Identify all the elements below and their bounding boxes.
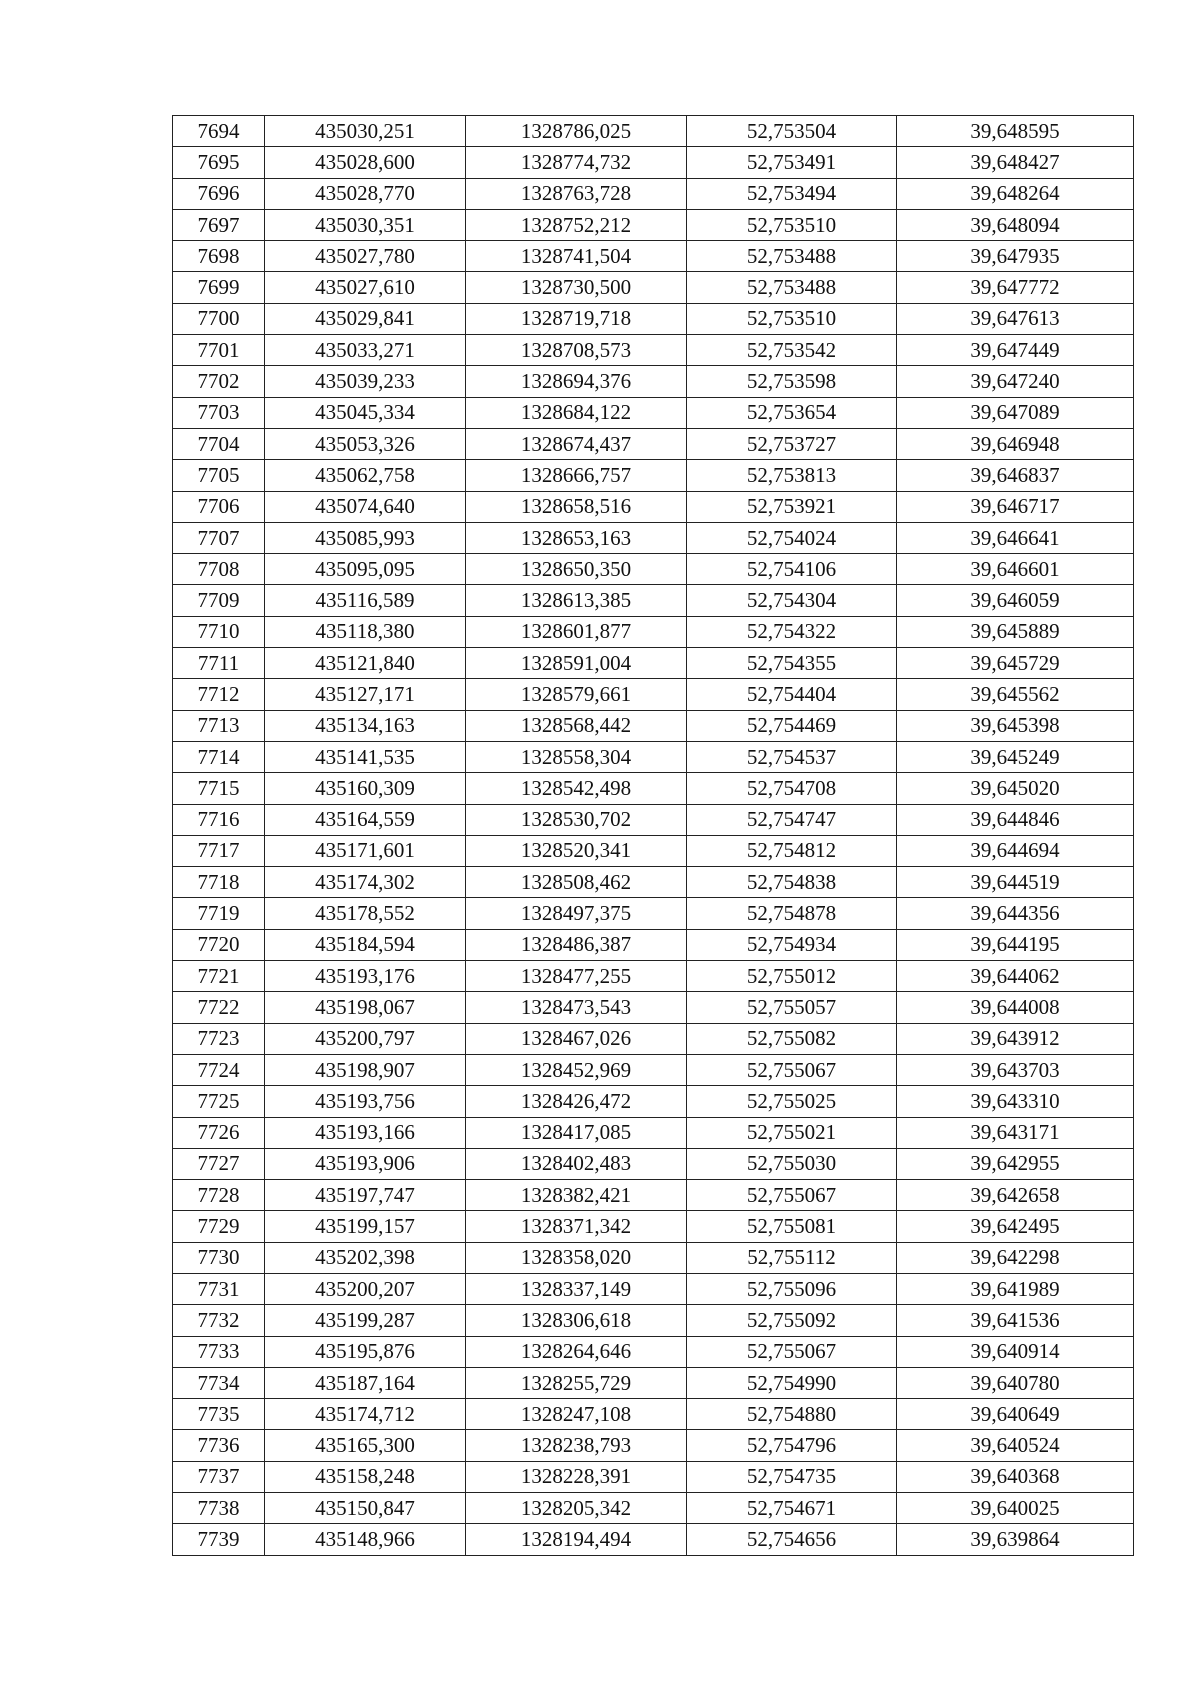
table-row — [173, 741, 1134, 772]
x-coordinate-cell: 435028,770 — [265, 178, 466, 209]
y-coordinate-cell: 1328719,718 — [466, 303, 687, 334]
longitude-cell: 39,647449 — [897, 335, 1134, 366]
y-coordinate-cell: 1328579,661 — [466, 679, 687, 710]
point-number-cell: 7696 — [173, 178, 265, 209]
table-row — [173, 929, 1134, 960]
point-number-cell: 7737 — [173, 1461, 265, 1492]
y-coordinate-cell: 1328477,255 — [466, 961, 687, 992]
y-coordinate-cell: 1328255,729 — [466, 1367, 687, 1398]
point-number-cell: 7726 — [173, 1117, 265, 1148]
y-coordinate-cell: 1328613,385 — [466, 585, 687, 616]
latitude-cell: 52,753598 — [687, 366, 897, 397]
latitude-cell: 52,754838 — [687, 867, 897, 898]
table-row — [173, 992, 1134, 1023]
longitude-cell: 39,640649 — [897, 1399, 1134, 1430]
point-number-cell: 7701 — [173, 335, 265, 366]
table-row — [173, 1242, 1134, 1273]
longitude-cell: 39,646717 — [897, 491, 1134, 522]
table-row — [173, 1023, 1134, 1054]
x-coordinate-cell: 435127,171 — [265, 679, 466, 710]
point-number-cell: 7733 — [173, 1336, 265, 1367]
y-coordinate-cell: 1328708,573 — [466, 335, 687, 366]
point-number-cell: 7695 — [173, 147, 265, 178]
point-number-cell: 7706 — [173, 491, 265, 522]
x-coordinate-cell: 435184,594 — [265, 929, 466, 960]
y-coordinate-cell: 1328752,212 — [466, 209, 687, 240]
longitude-cell: 39,639864 — [897, 1524, 1134, 1555]
point-number-cell: 7732 — [173, 1305, 265, 1336]
point-number-cell: 7720 — [173, 929, 265, 960]
y-coordinate-cell: 1328508,462 — [466, 867, 687, 898]
point-number-cell: 7718 — [173, 867, 265, 898]
y-coordinate-cell: 1328786,025 — [466, 116, 687, 147]
point-number-cell: 7712 — [173, 679, 265, 710]
table-row — [173, 554, 1134, 585]
longitude-cell: 39,647772 — [897, 272, 1134, 303]
point-number-cell: 7722 — [173, 992, 265, 1023]
x-coordinate-cell: 435148,966 — [265, 1524, 466, 1555]
longitude-cell: 39,642658 — [897, 1180, 1134, 1211]
point-number-cell: 7698 — [173, 241, 265, 272]
x-coordinate-cell: 435202,398 — [265, 1242, 466, 1273]
y-coordinate-cell: 1328426,472 — [466, 1086, 687, 1117]
latitude-cell: 52,755030 — [687, 1148, 897, 1179]
point-number-cell: 7717 — [173, 835, 265, 866]
longitude-cell: 39,646837 — [897, 460, 1134, 491]
longitude-cell: 39,646948 — [897, 428, 1134, 459]
x-coordinate-cell: 435039,233 — [265, 366, 466, 397]
table-row — [173, 1336, 1134, 1367]
longitude-cell: 39,644694 — [897, 835, 1134, 866]
table-row — [173, 585, 1134, 616]
longitude-cell: 39,644846 — [897, 804, 1134, 835]
longitude-cell: 39,640780 — [897, 1367, 1134, 1398]
longitude-cell: 39,648427 — [897, 147, 1134, 178]
y-coordinate-cell: 1328658,516 — [466, 491, 687, 522]
x-coordinate-cell: 435193,756 — [265, 1086, 466, 1117]
longitude-cell: 39,641536 — [897, 1305, 1134, 1336]
x-coordinate-cell: 435164,559 — [265, 804, 466, 835]
longitude-cell: 39,646059 — [897, 585, 1134, 616]
point-number-cell: 7719 — [173, 898, 265, 929]
point-number-cell: 7713 — [173, 710, 265, 741]
table-row — [173, 867, 1134, 898]
latitude-cell: 52,755112 — [687, 1242, 897, 1273]
longitude-cell: 39,640914 — [897, 1336, 1134, 1367]
latitude-cell: 52,753921 — [687, 491, 897, 522]
latitude-cell: 52,755012 — [687, 961, 897, 992]
table-row — [173, 1493, 1134, 1524]
table-row — [173, 1461, 1134, 1492]
x-coordinate-cell: 435150,847 — [265, 1493, 466, 1524]
x-coordinate-cell: 435028,600 — [265, 147, 466, 178]
longitude-cell: 39,647089 — [897, 397, 1134, 428]
y-coordinate-cell: 1328520,341 — [466, 835, 687, 866]
point-number-cell: 7707 — [173, 522, 265, 553]
point-number-cell: 7704 — [173, 428, 265, 459]
coordinate-table — [172, 115, 1134, 1556]
x-coordinate-cell: 435195,876 — [265, 1336, 466, 1367]
latitude-cell: 52,754878 — [687, 898, 897, 929]
table-row — [173, 147, 1134, 178]
point-number-cell: 7735 — [173, 1399, 265, 1430]
point-number-cell: 7708 — [173, 554, 265, 585]
point-number-cell: 7731 — [173, 1273, 265, 1304]
longitude-cell: 39,644519 — [897, 867, 1134, 898]
longitude-cell: 39,644195 — [897, 929, 1134, 960]
y-coordinate-cell: 1328650,350 — [466, 554, 687, 585]
y-coordinate-cell: 1328542,498 — [466, 773, 687, 804]
longitude-cell: 39,645398 — [897, 710, 1134, 741]
table-row — [173, 491, 1134, 522]
table-row — [173, 898, 1134, 929]
longitude-cell: 39,644356 — [897, 898, 1134, 929]
y-coordinate-cell: 1328674,437 — [466, 428, 687, 459]
y-coordinate-cell: 1328194,494 — [466, 1524, 687, 1555]
longitude-cell: 39,640524 — [897, 1430, 1134, 1461]
table-row — [173, 241, 1134, 272]
x-coordinate-cell: 435030,351 — [265, 209, 466, 240]
x-coordinate-cell: 435045,334 — [265, 397, 466, 428]
y-coordinate-cell: 1328666,757 — [466, 460, 687, 491]
y-coordinate-cell: 1328774,732 — [466, 147, 687, 178]
longitude-cell: 39,643912 — [897, 1023, 1134, 1054]
x-coordinate-cell: 435198,907 — [265, 1054, 466, 1085]
table-row — [173, 116, 1134, 147]
latitude-cell: 52,754934 — [687, 929, 897, 960]
longitude-cell: 39,645729 — [897, 648, 1134, 679]
latitude-cell: 52,753504 — [687, 116, 897, 147]
latitude-cell: 52,754024 — [687, 522, 897, 553]
y-coordinate-cell: 1328467,026 — [466, 1023, 687, 1054]
point-number-cell: 7714 — [173, 741, 265, 772]
x-coordinate-cell: 435171,601 — [265, 835, 466, 866]
x-coordinate-cell: 435193,906 — [265, 1148, 466, 1179]
longitude-cell: 39,648595 — [897, 116, 1134, 147]
longitude-cell: 39,643703 — [897, 1054, 1134, 1085]
table-row — [173, 209, 1134, 240]
longitude-cell: 39,643310 — [897, 1086, 1134, 1117]
x-coordinate-cell: 435199,157 — [265, 1211, 466, 1242]
longitude-cell: 39,645020 — [897, 773, 1134, 804]
table-row — [173, 835, 1134, 866]
latitude-cell: 52,753510 — [687, 209, 897, 240]
y-coordinate-cell: 1328306,618 — [466, 1305, 687, 1336]
table-row — [173, 1305, 1134, 1336]
y-coordinate-cell: 1328205,342 — [466, 1493, 687, 1524]
x-coordinate-cell: 435095,095 — [265, 554, 466, 585]
table-row — [173, 428, 1134, 459]
longitude-cell: 39,640025 — [897, 1493, 1134, 1524]
table-row — [173, 1367, 1134, 1398]
table-row — [173, 961, 1134, 992]
point-number-cell: 7709 — [173, 585, 265, 616]
point-number-cell: 7711 — [173, 648, 265, 679]
latitude-cell: 52,753488 — [687, 241, 897, 272]
point-number-cell: 7716 — [173, 804, 265, 835]
longitude-cell: 39,647613 — [897, 303, 1134, 334]
table-row — [173, 773, 1134, 804]
latitude-cell: 52,753727 — [687, 428, 897, 459]
table-row — [173, 710, 1134, 741]
longitude-cell: 39,642955 — [897, 1148, 1134, 1179]
table-row — [173, 1086, 1134, 1117]
x-coordinate-cell: 435033,271 — [265, 335, 466, 366]
y-coordinate-cell: 1328763,728 — [466, 178, 687, 209]
latitude-cell: 52,754990 — [687, 1367, 897, 1398]
latitude-cell: 52,754355 — [687, 648, 897, 679]
longitude-cell: 39,646641 — [897, 522, 1134, 553]
y-coordinate-cell: 1328568,442 — [466, 710, 687, 741]
longitude-cell: 39,648094 — [897, 209, 1134, 240]
latitude-cell: 52,755081 — [687, 1211, 897, 1242]
latitude-cell: 52,753654 — [687, 397, 897, 428]
latitude-cell: 52,755025 — [687, 1086, 897, 1117]
latitude-cell: 52,754656 — [687, 1524, 897, 1555]
y-coordinate-cell: 1328591,004 — [466, 648, 687, 679]
point-number-cell: 7699 — [173, 272, 265, 303]
longitude-cell: 39,645562 — [897, 679, 1134, 710]
x-coordinate-cell: 435174,712 — [265, 1399, 466, 1430]
point-number-cell: 7724 — [173, 1054, 265, 1085]
y-coordinate-cell: 1328730,500 — [466, 272, 687, 303]
latitude-cell: 52,755067 — [687, 1180, 897, 1211]
x-coordinate-cell: 435141,535 — [265, 741, 466, 772]
table-row — [173, 397, 1134, 428]
point-number-cell: 7703 — [173, 397, 265, 428]
table-row — [173, 272, 1134, 303]
latitude-cell: 52,754880 — [687, 1399, 897, 1430]
longitude-cell: 39,643171 — [897, 1117, 1134, 1148]
point-number-cell: 7715 — [173, 773, 265, 804]
y-coordinate-cell: 1328382,421 — [466, 1180, 687, 1211]
x-coordinate-cell: 435074,640 — [265, 491, 466, 522]
y-coordinate-cell: 1328497,375 — [466, 898, 687, 929]
coordinate-table-body — [173, 116, 1134, 1556]
latitude-cell: 52,755067 — [687, 1054, 897, 1085]
latitude-cell: 52,754812 — [687, 835, 897, 866]
table-row — [173, 1524, 1134, 1555]
x-coordinate-cell: 435197,747 — [265, 1180, 466, 1211]
longitude-cell: 39,648264 — [897, 178, 1134, 209]
latitude-cell: 52,754304 — [687, 585, 897, 616]
point-number-cell: 7727 — [173, 1148, 265, 1179]
latitude-cell: 52,753813 — [687, 460, 897, 491]
y-coordinate-cell: 1328684,122 — [466, 397, 687, 428]
y-coordinate-cell: 1328694,376 — [466, 366, 687, 397]
latitude-cell: 52,753494 — [687, 178, 897, 209]
x-coordinate-cell: 435193,176 — [265, 961, 466, 992]
x-coordinate-cell: 435053,326 — [265, 428, 466, 459]
latitude-cell: 52,754106 — [687, 554, 897, 585]
x-coordinate-cell: 435165,300 — [265, 1430, 466, 1461]
table-row — [173, 1430, 1134, 1461]
table-row — [173, 522, 1134, 553]
x-coordinate-cell: 435160,309 — [265, 773, 466, 804]
latitude-cell: 52,753488 — [687, 272, 897, 303]
longitude-cell: 39,645249 — [897, 741, 1134, 772]
latitude-cell: 52,755082 — [687, 1023, 897, 1054]
y-coordinate-cell: 1328238,793 — [466, 1430, 687, 1461]
x-coordinate-cell: 435029,841 — [265, 303, 466, 334]
x-coordinate-cell: 435193,166 — [265, 1117, 466, 1148]
longitude-cell: 39,641989 — [897, 1273, 1134, 1304]
table-row — [173, 616, 1134, 647]
y-coordinate-cell: 1328417,085 — [466, 1117, 687, 1148]
table-row — [173, 460, 1134, 491]
table-row — [173, 648, 1134, 679]
x-coordinate-cell: 435187,164 — [265, 1367, 466, 1398]
x-coordinate-cell: 435085,993 — [265, 522, 466, 553]
point-number-cell: 7702 — [173, 366, 265, 397]
latitude-cell: 52,754404 — [687, 679, 897, 710]
x-coordinate-cell: 435027,780 — [265, 241, 466, 272]
table-row — [173, 1148, 1134, 1179]
latitude-cell: 52,754735 — [687, 1461, 897, 1492]
table-row — [173, 1180, 1134, 1211]
latitude-cell: 52,753542 — [687, 335, 897, 366]
point-number-cell: 7738 — [173, 1493, 265, 1524]
table-row — [173, 1117, 1134, 1148]
table-row — [173, 366, 1134, 397]
x-coordinate-cell: 435200,207 — [265, 1273, 466, 1304]
latitude-cell: 52,754537 — [687, 741, 897, 772]
longitude-cell: 39,645889 — [897, 616, 1134, 647]
latitude-cell: 52,755057 — [687, 992, 897, 1023]
point-number-cell: 7721 — [173, 961, 265, 992]
point-number-cell: 7700 — [173, 303, 265, 334]
longitude-cell: 39,647935 — [897, 241, 1134, 272]
point-number-cell: 7739 — [173, 1524, 265, 1555]
x-coordinate-cell: 435027,610 — [265, 272, 466, 303]
table-row — [173, 1211, 1134, 1242]
latitude-cell: 52,755021 — [687, 1117, 897, 1148]
x-coordinate-cell: 435199,287 — [265, 1305, 466, 1336]
point-number-cell: 7728 — [173, 1180, 265, 1211]
point-number-cell: 7710 — [173, 616, 265, 647]
x-coordinate-cell: 435134,163 — [265, 710, 466, 741]
table-row — [173, 1054, 1134, 1085]
table-row — [173, 335, 1134, 366]
point-number-cell: 7729 — [173, 1211, 265, 1242]
y-coordinate-cell: 1328530,702 — [466, 804, 687, 835]
y-coordinate-cell: 1328402,483 — [466, 1148, 687, 1179]
table-row — [173, 1399, 1134, 1430]
latitude-cell: 52,754322 — [687, 616, 897, 647]
longitude-cell: 39,646601 — [897, 554, 1134, 585]
x-coordinate-cell: 435116,589 — [265, 585, 466, 616]
latitude-cell: 52,753491 — [687, 147, 897, 178]
longitude-cell: 39,642495 — [897, 1211, 1134, 1242]
y-coordinate-cell: 1328601,877 — [466, 616, 687, 647]
latitude-cell: 52,754671 — [687, 1493, 897, 1524]
point-number-cell: 7725 — [173, 1086, 265, 1117]
x-coordinate-cell: 435200,797 — [265, 1023, 466, 1054]
y-coordinate-cell: 1328228,391 — [466, 1461, 687, 1492]
table-row — [173, 303, 1134, 334]
table-row — [173, 178, 1134, 209]
table-row — [173, 679, 1134, 710]
y-coordinate-cell: 1328247,108 — [466, 1399, 687, 1430]
latitude-cell: 52,755092 — [687, 1305, 897, 1336]
longitude-cell: 39,644062 — [897, 961, 1134, 992]
x-coordinate-cell: 435178,552 — [265, 898, 466, 929]
point-number-cell: 7723 — [173, 1023, 265, 1054]
table-row — [173, 804, 1134, 835]
y-coordinate-cell: 1328741,504 — [466, 241, 687, 272]
point-number-cell: 7730 — [173, 1242, 265, 1273]
y-coordinate-cell: 1328337,149 — [466, 1273, 687, 1304]
latitude-cell: 52,755067 — [687, 1336, 897, 1367]
x-coordinate-cell: 435174,302 — [265, 867, 466, 898]
y-coordinate-cell: 1328452,969 — [466, 1054, 687, 1085]
y-coordinate-cell: 1328558,304 — [466, 741, 687, 772]
point-number-cell: 7736 — [173, 1430, 265, 1461]
x-coordinate-cell: 435118,380 — [265, 616, 466, 647]
longitude-cell: 39,642298 — [897, 1242, 1134, 1273]
y-coordinate-cell: 1328653,163 — [466, 522, 687, 553]
table-row — [173, 1273, 1134, 1304]
x-coordinate-cell: 435121,840 — [265, 648, 466, 679]
x-coordinate-cell: 435158,248 — [265, 1461, 466, 1492]
latitude-cell: 52,754708 — [687, 773, 897, 804]
longitude-cell: 39,644008 — [897, 992, 1134, 1023]
longitude-cell: 39,640368 — [897, 1461, 1134, 1492]
latitude-cell: 52,754469 — [687, 710, 897, 741]
y-coordinate-cell: 1328473,543 — [466, 992, 687, 1023]
y-coordinate-cell: 1328371,342 — [466, 1211, 687, 1242]
y-coordinate-cell: 1328358,020 — [466, 1242, 687, 1273]
longitude-cell: 39,647240 — [897, 366, 1134, 397]
point-number-cell: 7697 — [173, 209, 265, 240]
latitude-cell: 52,754747 — [687, 804, 897, 835]
point-number-cell: 7734 — [173, 1367, 265, 1398]
x-coordinate-cell: 435198,067 — [265, 992, 466, 1023]
x-coordinate-cell: 435062,758 — [265, 460, 466, 491]
y-coordinate-cell: 1328486,387 — [466, 929, 687, 960]
latitude-cell: 52,753510 — [687, 303, 897, 334]
latitude-cell: 52,755096 — [687, 1273, 897, 1304]
y-coordinate-cell: 1328264,646 — [466, 1336, 687, 1367]
point-number-cell: 7705 — [173, 460, 265, 491]
latitude-cell: 52,754796 — [687, 1430, 897, 1461]
point-number-cell: 7694 — [173, 116, 265, 147]
x-coordinate-cell: 435030,251 — [265, 116, 466, 147]
